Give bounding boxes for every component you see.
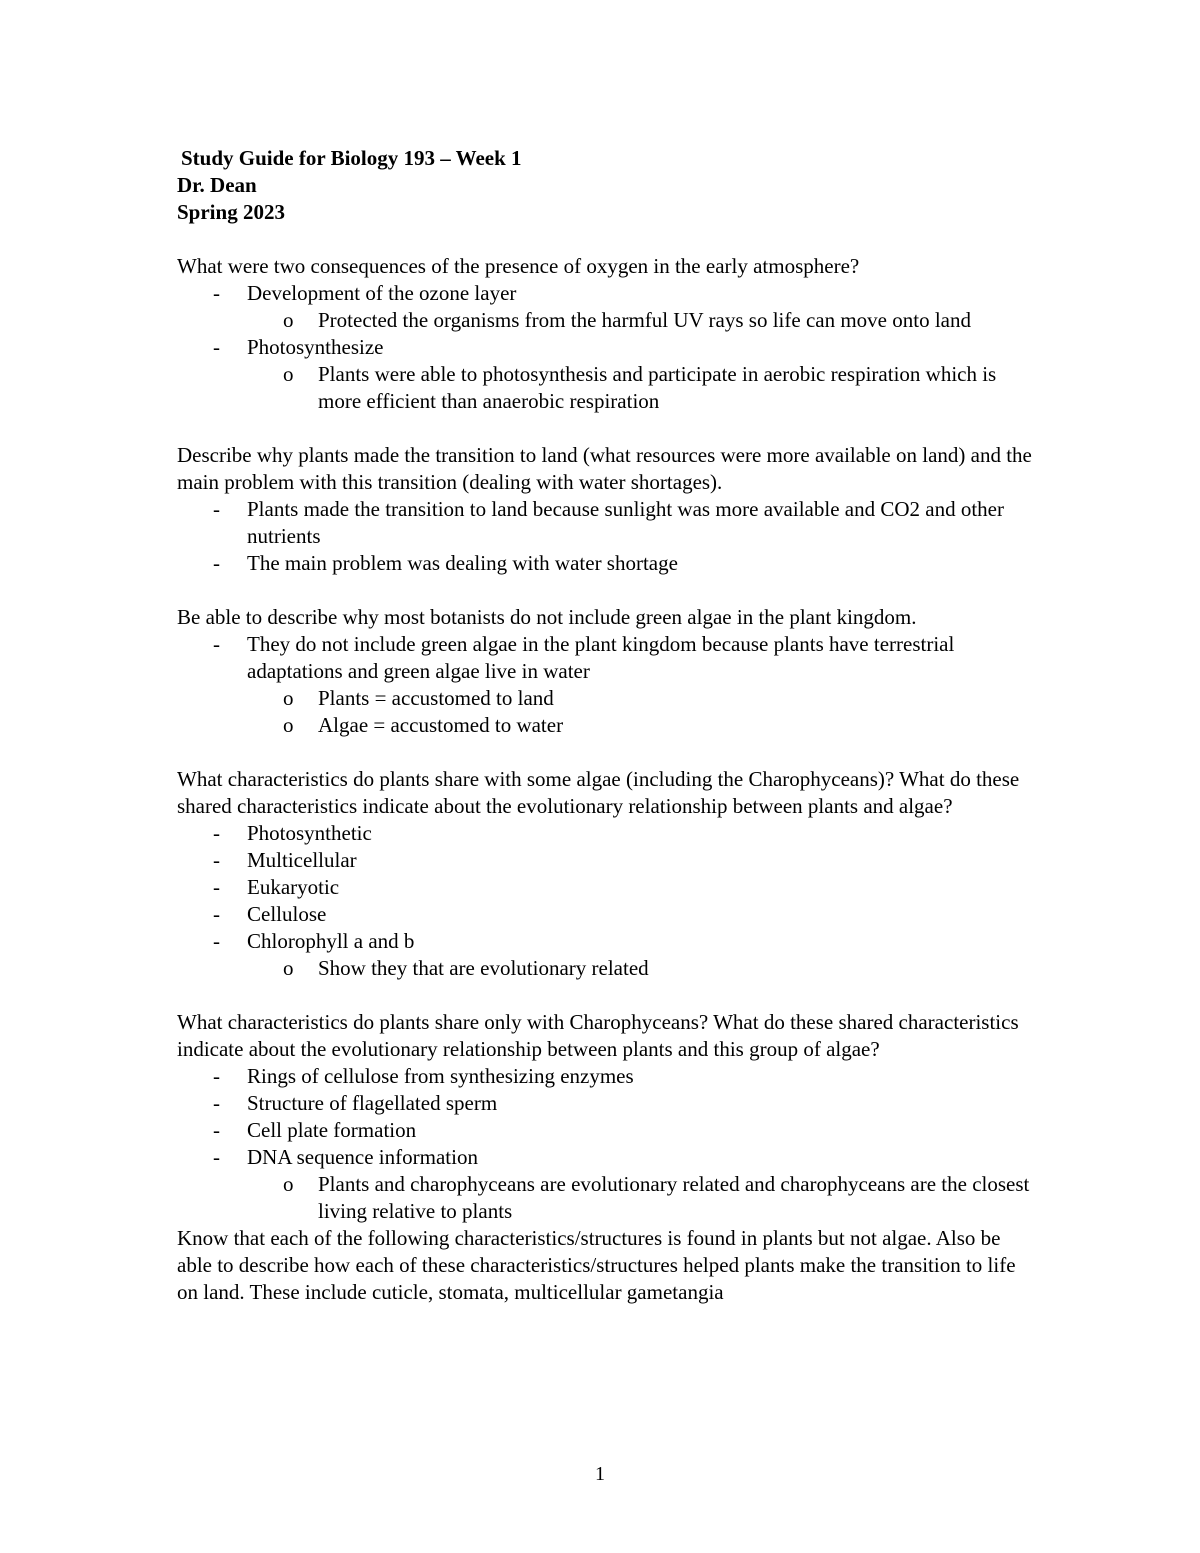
dash-bullet-icon: - xyxy=(213,1145,220,1169)
list-item xyxy=(177,874,1037,901)
dash-bullet-icon: - xyxy=(213,1118,220,1142)
dash-bullet-icon: - xyxy=(213,875,220,899)
question: What were two consequences of the presence of oxygen in the early atmosphere? xyxy=(177,254,860,278)
section-transition-to-land xyxy=(177,442,1037,577)
spacer xyxy=(177,226,1037,253)
list-item-text: Plants and charophyceans are evolutionary related and charophyceans are the closest living relative to plants xyxy=(318,1172,1030,1223)
sub-list-item xyxy=(177,712,1037,739)
question: What characteristics do plants share with some algae (including the Charophyceans)? What do these shared characteristics indicate about the evolutionary relationship between plants and algae? xyxy=(177,767,1020,818)
list-item xyxy=(177,820,1037,847)
list-item-text: Cell plate formation xyxy=(247,1118,417,1142)
document-title: Study Guide for Biology 193 – Week 1 xyxy=(181,146,522,170)
list-item-text: Algae = accustomed to water xyxy=(318,713,564,737)
list-item-text: They do not include green algae in the plant kingdom because plants have terrestrial adaptations and green algae live in water xyxy=(247,632,955,683)
list-item xyxy=(177,280,1037,307)
dash-bullet-icon: - xyxy=(213,497,220,521)
list-item-text: Rings of cellulose from synthesizing enzymes xyxy=(247,1064,634,1088)
section-green-algae xyxy=(177,604,1037,739)
page-number: 1 xyxy=(595,1463,605,1485)
dash-bullet-icon: - xyxy=(213,929,220,953)
list-item xyxy=(177,1144,1037,1171)
circle-bullet-icon: o xyxy=(283,713,294,737)
document-page xyxy=(177,145,1037,1306)
sub-list-item xyxy=(177,361,1037,415)
sub-list-item xyxy=(177,1171,1037,1225)
spacer xyxy=(177,577,1037,604)
question: What characteristics do plants share only with Charophyceans? What do these shared characteristics indicate about the evolutionary relationship between plants and this group of algae? xyxy=(177,1010,1019,1061)
instructor-name: Dr. Dean xyxy=(177,173,257,197)
list-item-text: Multicellular xyxy=(247,848,357,872)
list-item xyxy=(177,901,1037,928)
list-item xyxy=(177,550,1037,577)
circle-bullet-icon: o xyxy=(283,956,294,980)
list-item-text: Plants = accustomed to land xyxy=(318,686,554,710)
question: Be able to describe why most botanists do not include green algae in the plant kingdom. xyxy=(177,605,917,629)
sub-list-item xyxy=(177,685,1037,712)
dash-bullet-icon: - xyxy=(213,1091,220,1115)
dash-bullet-icon: - xyxy=(213,821,220,845)
spacer xyxy=(177,739,1037,766)
dash-bullet-icon: - xyxy=(213,848,220,872)
question: Describe why plants made the transition to land (what resources were more available on land) and the main problem with this transition (dealing with water shortages). xyxy=(177,443,1032,494)
list-item-text: Eukaryotic xyxy=(247,875,340,899)
list-item xyxy=(177,1063,1037,1090)
section-shared-with-algae xyxy=(177,766,1037,982)
list-item-text: Chlorophyll a and b xyxy=(247,929,415,953)
list-item xyxy=(177,1117,1037,1144)
list-item xyxy=(177,334,1037,361)
list-item-text: Development of the ozone layer xyxy=(247,281,517,305)
list-item-text: Show they that are evolutionary related xyxy=(318,956,649,980)
list-item-text: Protected the organisms from the harmful UV rays so life can move onto land xyxy=(318,308,971,332)
circle-bullet-icon: o xyxy=(283,1172,294,1196)
list-item xyxy=(177,847,1037,874)
list-item-text: Cellulose xyxy=(247,902,327,926)
list-item-text: Photosynthetic xyxy=(247,821,372,845)
section-oxygen-consequences xyxy=(177,253,1037,415)
circle-bullet-icon: o xyxy=(283,686,294,710)
list-item xyxy=(177,928,1037,955)
list-item-text: The main problem was dealing with water shortage xyxy=(247,551,678,575)
list-item-text: DNA sequence information xyxy=(247,1145,478,1169)
dash-bullet-icon: - xyxy=(213,1064,220,1088)
list-item-text: Plants made the transition to land because sunlight was more available and CO2 and other nutrients xyxy=(247,497,1004,548)
dash-bullet-icon: - xyxy=(213,281,220,305)
closing-paragraph: Know that each of the following characteristics/structures is found in plants but not algae. Also be able to describe how each of these characteristics/structures helped plants make the transition to life on land. These include cuticle, stomata, multicellular gametangia xyxy=(177,1226,1016,1304)
circle-bullet-icon: o xyxy=(283,308,294,332)
circle-bullet-icon: o xyxy=(283,362,294,386)
dash-bullet-icon: - xyxy=(213,902,220,926)
list-item-text: Plants were able to photosynthesis and participate in aerobic respiration which is more efficient than anaerobic respiration xyxy=(318,362,997,413)
dash-bullet-icon: - xyxy=(213,335,220,359)
list-item xyxy=(177,496,1037,550)
list-item xyxy=(177,631,1037,685)
term: Spring 2023 xyxy=(177,200,285,224)
list-item-text: Photosynthesize xyxy=(247,335,384,359)
section-shared-with-charophyceans xyxy=(177,1009,1037,1225)
sub-list-item xyxy=(177,955,1037,982)
list-item xyxy=(177,1090,1037,1117)
spacer xyxy=(177,982,1037,1009)
sub-list-item xyxy=(177,307,1037,334)
dash-bullet-icon: - xyxy=(213,551,220,575)
spacer xyxy=(177,415,1037,442)
dash-bullet-icon: - xyxy=(213,632,220,656)
list-item-text: Structure of flagellated sperm xyxy=(247,1091,498,1115)
